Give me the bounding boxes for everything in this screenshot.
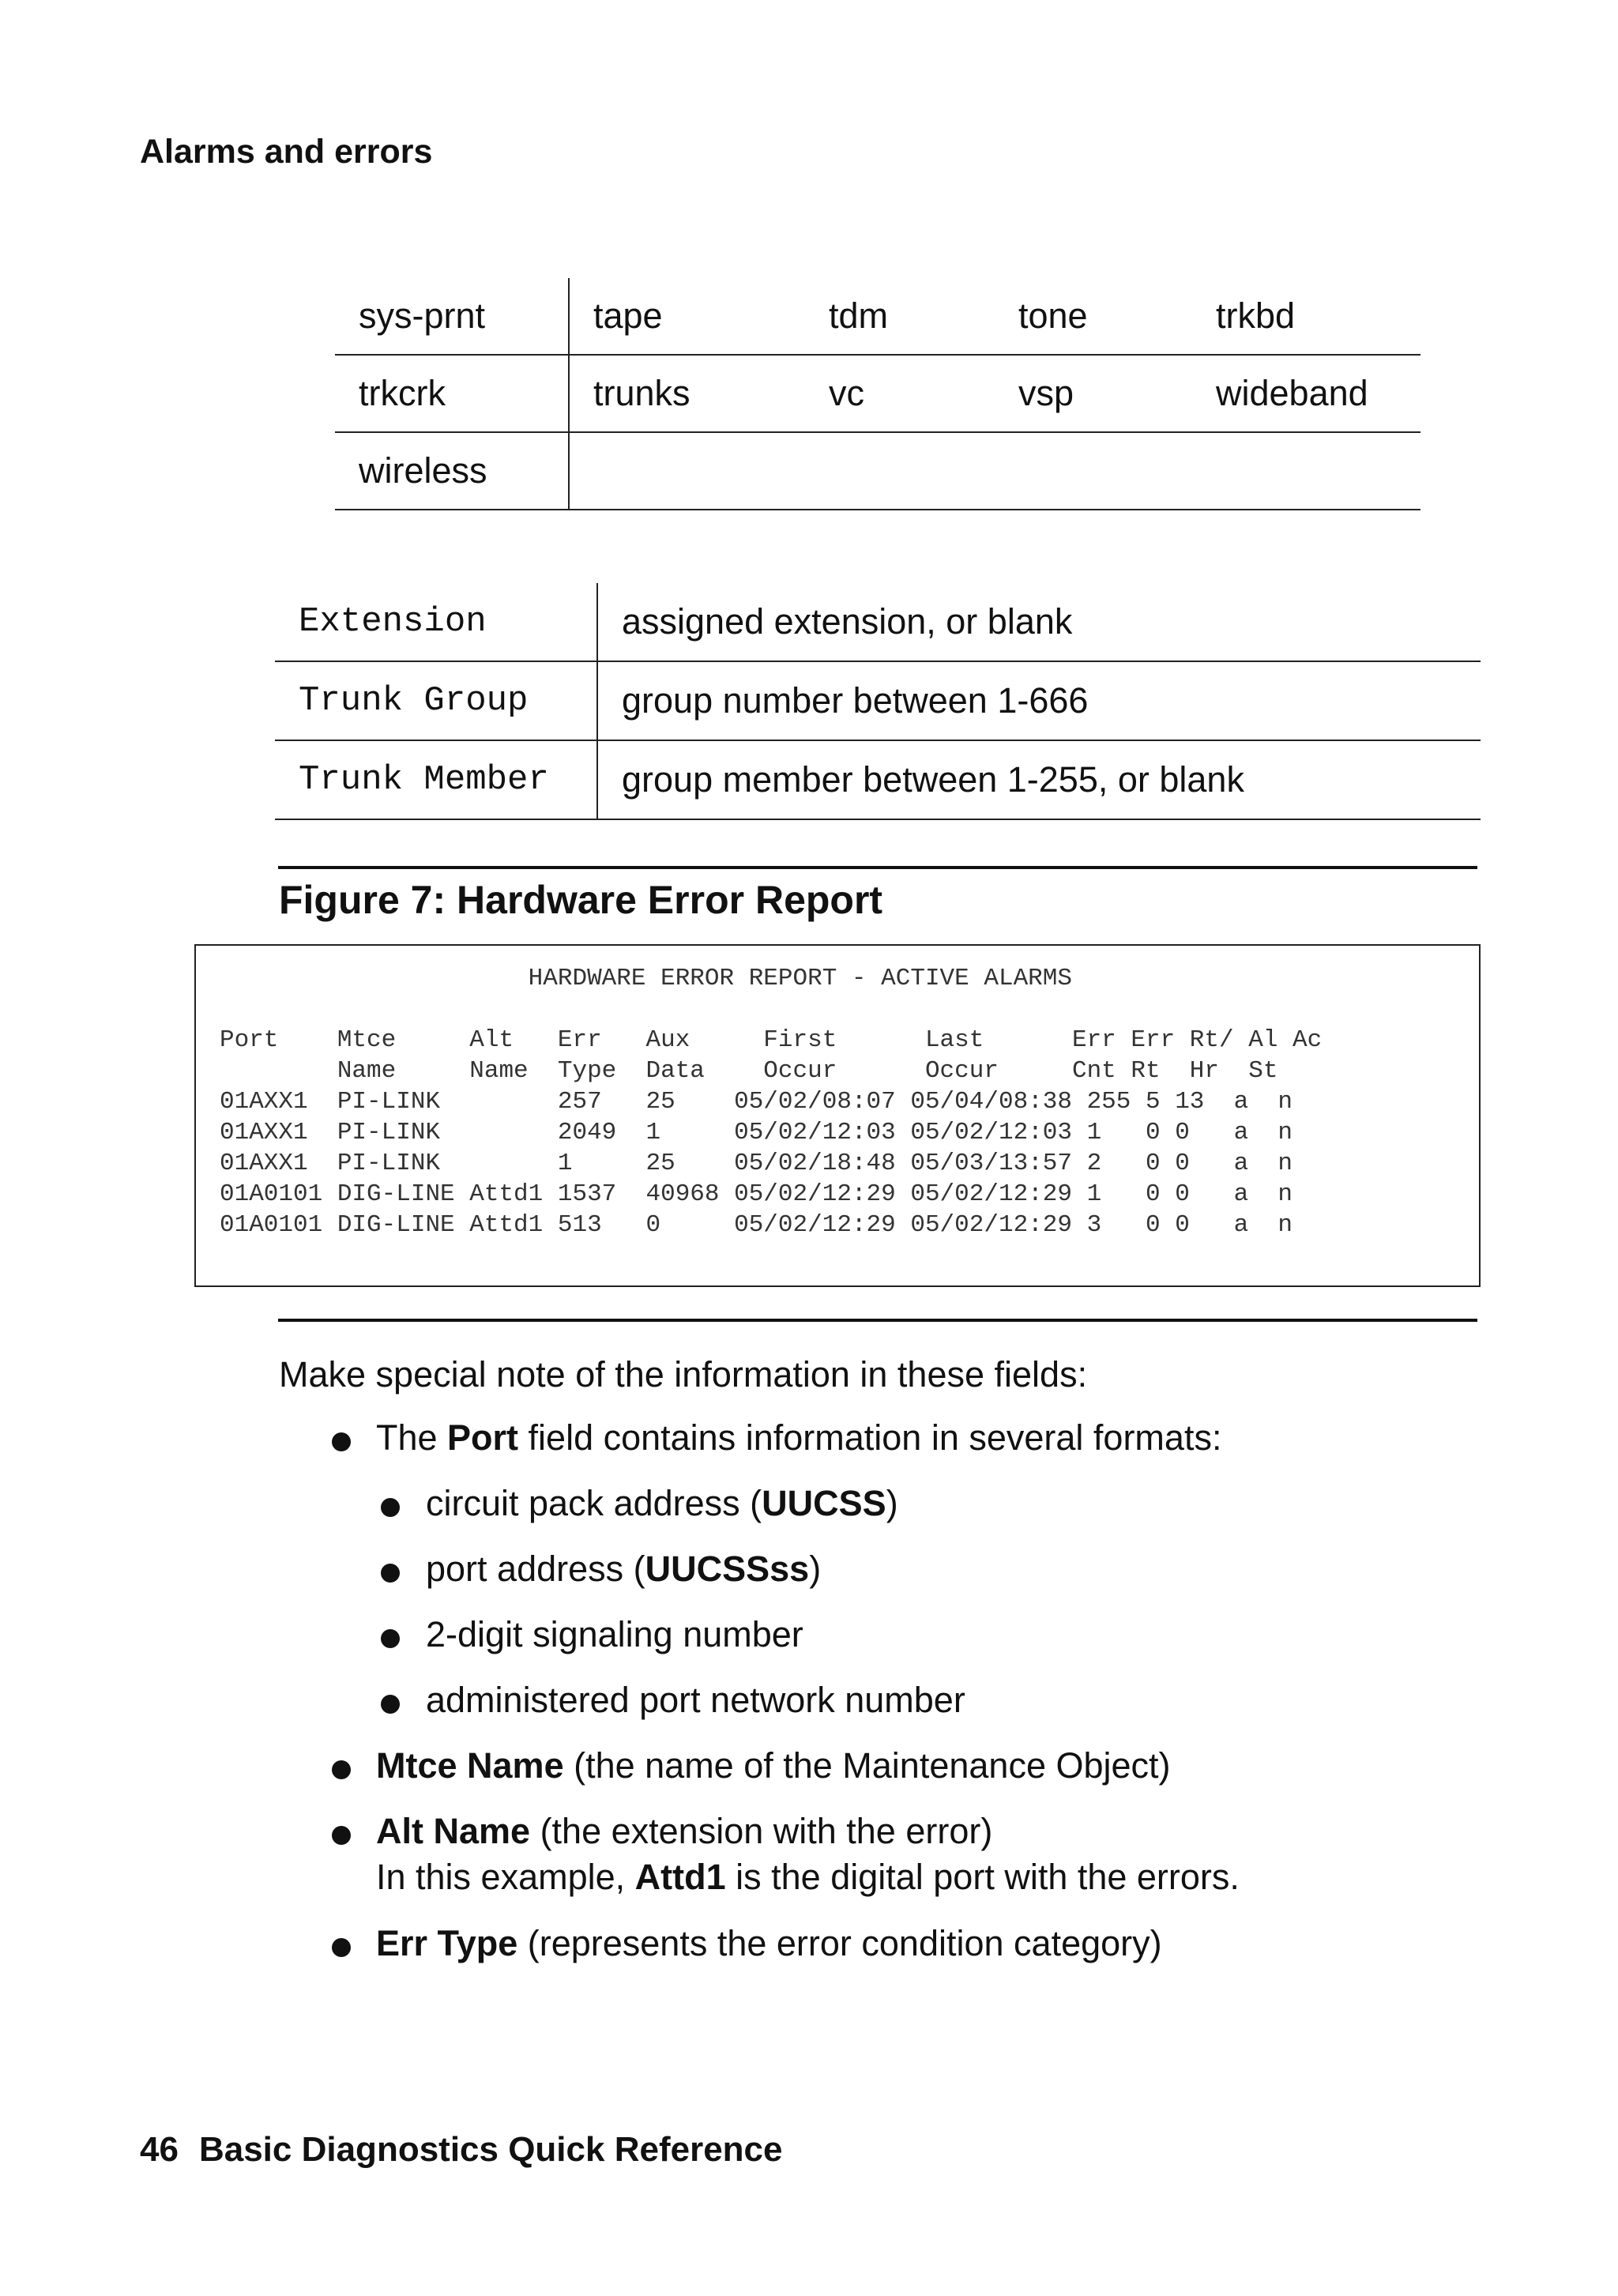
- bullet-icon: [332, 1432, 351, 1451]
- field-name: Trunk Member: [275, 740, 597, 819]
- table-cell: trkbd: [1192, 278, 1420, 355]
- list-item-format: [426, 1549, 821, 1590]
- bold-run: Attd1: [634, 1857, 726, 1897]
- table-cell: tone: [995, 278, 1192, 355]
- text-run: (the extension with the error): [530, 1811, 993, 1851]
- bullet-icon: [332, 1938, 351, 1957]
- figure-bottom-rule: [278, 1319, 1477, 1322]
- bold-run: Alt Name: [376, 1811, 531, 1851]
- table-cell: [1192, 432, 1420, 510]
- field-definition-table: [275, 583, 1481, 820]
- text-run: is the digital port with the errors.: [725, 1857, 1240, 1897]
- document-title: Basic Diagnostics Quick Reference: [198, 2130, 783, 2169]
- field-name: Extension: [275, 583, 597, 661]
- figure-title: Figure 7: Hardware Error Report: [279, 878, 883, 922]
- text-run: (the name of the Maintenance Object): [563, 1745, 1171, 1786]
- table-cell: wideband: [1192, 355, 1420, 432]
- table-row: [275, 583, 1481, 661]
- maintenance-object-table: [335, 278, 1420, 510]
- page-footer: [140, 2130, 782, 2170]
- table-row: [335, 432, 1420, 510]
- table-row: [275, 740, 1481, 819]
- table-cell: vsp: [995, 355, 1192, 432]
- text-run: circuit pack address (: [426, 1483, 762, 1523]
- field-description: group number between 1-666: [597, 661, 1481, 740]
- table-row: [335, 355, 1420, 432]
- bold-run: Port: [447, 1417, 519, 1458]
- field-name: Trunk Group: [275, 661, 597, 740]
- list-item-alt: [376, 1811, 992, 1852]
- bullet-icon: [381, 1564, 400, 1583]
- bold-run: UUCSSss: [645, 1549, 810, 1589]
- text-run: ): [809, 1549, 822, 1589]
- list-item-alt-example: [376, 1857, 1240, 1898]
- section-header: Alarms and errors: [140, 133, 433, 171]
- table-cell: vc: [805, 355, 995, 432]
- bullet-icon: [381, 1629, 400, 1648]
- bold-run: Err Type: [376, 1923, 518, 1963]
- bullet-icon: [381, 1695, 400, 1714]
- bold-run: Mtce Name: [376, 1745, 564, 1786]
- field-description: group member between 1-255, or blank: [597, 740, 1481, 819]
- table-cell: [569, 432, 805, 510]
- text-run: In this example,: [376, 1857, 635, 1897]
- table-row: [335, 278, 1420, 355]
- list-item-format: [426, 1483, 898, 1524]
- list-item-format: [426, 1680, 965, 1721]
- table-cell: [995, 432, 1192, 510]
- text-run: ): [886, 1483, 898, 1523]
- figure-top-rule: [278, 866, 1477, 869]
- text-run: 2-digit signaling number: [426, 1614, 803, 1654]
- text-run: port address (: [426, 1549, 645, 1589]
- text-run: The: [376, 1417, 448, 1458]
- table-cell: trkcrk: [335, 355, 569, 432]
- table-cell: trunks: [569, 355, 805, 432]
- text-run: (represents the error condition category): [517, 1923, 1162, 1963]
- table-row: [275, 661, 1481, 740]
- bullet-icon: [381, 1498, 400, 1517]
- list-item-port: [376, 1417, 1221, 1459]
- table-cell: wireless: [335, 432, 569, 510]
- bold-run: UUCSS: [762, 1483, 886, 1523]
- list-item-err: [376, 1923, 1162, 1964]
- notes-intro: Make special note of the information in these fields:: [279, 1354, 1088, 1395]
- field-description: assigned extension, or blank: [597, 583, 1481, 661]
- table-cell: sys-prnt: [335, 278, 569, 355]
- text-run: administered port network number: [426, 1680, 965, 1720]
- list-item-mtce: [376, 1745, 1171, 1786]
- bullet-icon: [332, 1826, 351, 1845]
- hardware-error-report: [194, 944, 1481, 1287]
- text-run: field contains information in several formats:: [518, 1417, 1222, 1458]
- table-cell: tape: [569, 278, 805, 355]
- table-cell: [805, 432, 995, 510]
- report-text: HARDWARE ERROR REPORT - ACTIVE ALARMS Port Mtce Alt Err Aux First Last Err Err Rt/ Al Ac Name Name Type Data Occur Occur Cnt Rt Hr St 01AXX1 PI-LINK 257 25 05/02/08:07 05/04/08:38 255 5 13 a n 01AXX1 PI-LINK 2049 1 05/02/12:03 05/02/12:03 1 0 0 a n 01AXX1 PI-LINK 1 25 05/02/18:48 05/03/13:57 2 0 0 a n 01A0101 DIG-LINE Attd1 1537 40968 05/02/12:29 05/02/12:29 1 0 0 a n 01A0101 DIG-LINE Attd1 513 0 05/02/12:29 05/02/12:29 3 0 0 a n: [220, 965, 1323, 1239]
- page-number: 46: [140, 2130, 179, 2169]
- table-cell: tdm: [805, 278, 995, 355]
- bullet-icon: [332, 1760, 351, 1779]
- list-item-format: [426, 1614, 803, 1655]
